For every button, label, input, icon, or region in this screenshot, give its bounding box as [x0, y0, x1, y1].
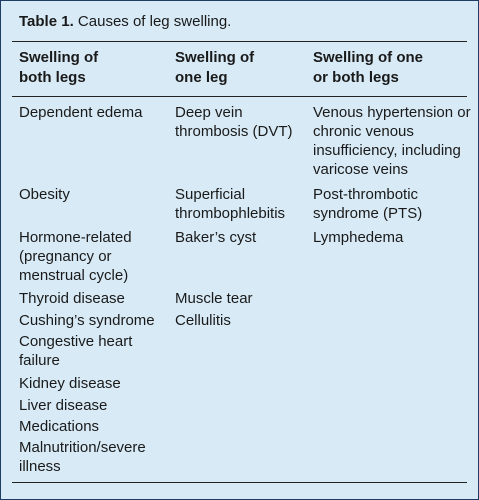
header-one-leg	[175, 48, 310, 88]
table-cell: Cellulitis	[175, 312, 231, 329]
table-cell: Deep vein thrombosis (DVT)	[175, 104, 293, 140]
table-title	[19, 11, 231, 33]
header-rule	[12, 96, 467, 97]
table-cell: Thyroid disease	[19, 290, 125, 307]
table-cell: Dependent edema	[19, 104, 143, 121]
table-cell: Medications	[19, 418, 100, 435]
table-cell: Kidney disease	[19, 375, 121, 392]
top-rule	[12, 41, 467, 42]
table-cell: Hormone-related (pregnancy or menstrual cycle)	[19, 229, 132, 284]
table-label: Table 1.	[19, 13, 74, 30]
table-cell: Cushing’s syndrome	[19, 312, 155, 329]
header-line: Swelling of one	[313, 49, 424, 66]
header-line: both legs	[19, 69, 86, 86]
header-line: one leg	[175, 69, 228, 86]
table-cell: Post-thrombotic syndrome (PTS)	[313, 186, 423, 222]
table-cell: Muscle tear	[175, 290, 253, 307]
table-cell: Baker’s cyst	[175, 229, 257, 246]
table-cell: Venous hypertension or chronic venous insufficiency, including varicose veins	[313, 104, 471, 178]
header-one-or-both-legs	[313, 48, 473, 88]
table-cell: Malnutrition/severe illness	[19, 439, 146, 475]
table-cell: Congestive heart failure	[19, 333, 133, 369]
header-both-legs	[19, 48, 169, 88]
bottom-rule	[12, 482, 467, 483]
header-line: Swelling of	[19, 49, 99, 66]
header-line: Swelling of	[175, 49, 255, 66]
table-cell: Obesity	[19, 186, 70, 203]
table-caption: Causes of leg swelling.	[77, 13, 232, 30]
table-cell: Liver disease	[19, 397, 108, 414]
table-cell: Superficial thrombophlebitis	[175, 186, 286, 222]
table-cell: Lymphedema	[313, 229, 404, 246]
header-line: or both legs	[313, 69, 399, 86]
